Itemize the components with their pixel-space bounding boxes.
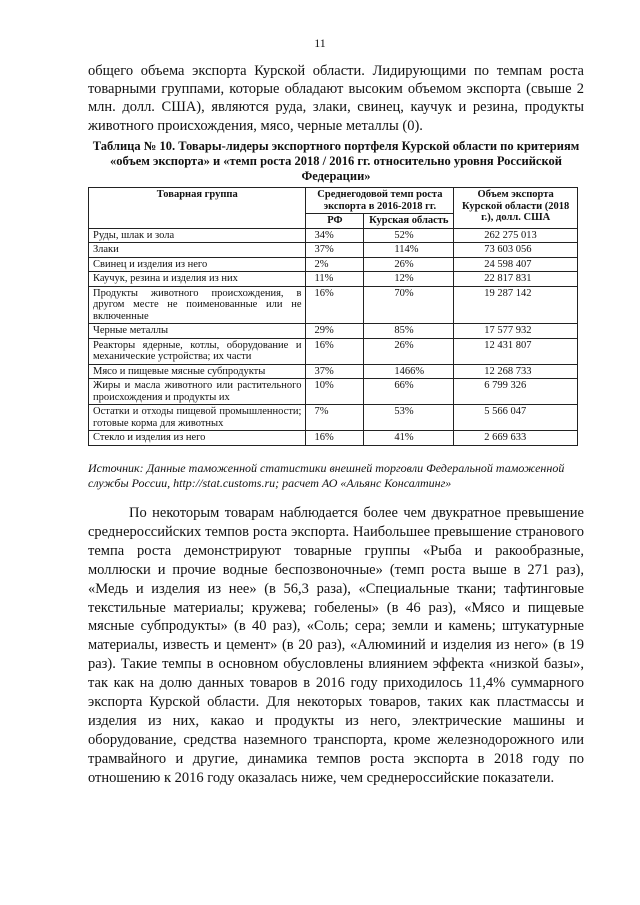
cell-product-group: Жиры и масла животного или растительного происхождения и продукты их bbox=[89, 379, 306, 405]
header-rf: РФ bbox=[306, 214, 364, 229]
table-row bbox=[89, 228, 578, 243]
cell-kursk-growth: 41% bbox=[364, 431, 454, 446]
cell-export-volume: 24 598 407 bbox=[454, 257, 578, 272]
header-kursk: Курская область bbox=[364, 214, 454, 229]
table-row bbox=[89, 286, 578, 324]
cell-product-group: Реакторы ядерные, котлы, оборудование и механические устройства; их части bbox=[89, 338, 306, 364]
cell-export-volume: 5 566 047 bbox=[454, 405, 578, 431]
cell-product-group: Стекло и изделия из него bbox=[89, 431, 306, 446]
cell-kursk-growth: 53% bbox=[364, 405, 454, 431]
cell-product-group: Черные металлы bbox=[89, 324, 306, 339]
cell-export-volume: 6 799 326 bbox=[454, 379, 578, 405]
cell-export-volume: 17 577 932 bbox=[454, 324, 578, 339]
cell-export-volume: 12 431 807 bbox=[454, 338, 578, 364]
table-caption: Таблица № 10. Товары-лидеры экспортного портфеля Курской области по критериям «объем экспорта» и «темп роста 2018 / 2016 гг. относительно уровня Российской Федерации» bbox=[92, 139, 580, 183]
table-body bbox=[89, 228, 578, 445]
table-row bbox=[89, 405, 578, 431]
cell-kursk-growth: 114% bbox=[364, 243, 454, 258]
cell-kursk-growth: 85% bbox=[364, 324, 454, 339]
cell-kursk-growth: 52% bbox=[364, 228, 454, 243]
cell-rf-growth: 37% bbox=[306, 364, 364, 379]
cell-product-group: Злаки bbox=[89, 243, 306, 258]
cell-rf-growth: 29% bbox=[306, 324, 364, 339]
cell-rf-growth: 7% bbox=[306, 405, 364, 431]
cell-kursk-growth: 26% bbox=[364, 338, 454, 364]
cell-product-group: Руды, шлак и зола bbox=[89, 228, 306, 243]
cell-rf-growth: 11% bbox=[306, 272, 364, 287]
cell-product-group: Остатки и отходы пищевой промышленности; готовые корма для животных bbox=[89, 405, 306, 431]
source-note: Источник: Данные таможенной статистики внешней торговли Федеральной таможенной службы России, http://stat.customs.ru; расчет АО «Альянс Консалтинг» bbox=[88, 461, 565, 490]
intro-paragraph bbox=[88, 62, 584, 135]
cell-export-volume: 19 287 142 bbox=[454, 286, 578, 324]
cell-rf-growth: 10% bbox=[306, 379, 364, 405]
cell-kursk-growth: 66% bbox=[364, 379, 454, 405]
intro-paragraph-rest: товарными группами, которые обладают высоким объемом экспорта (свыше 2 млн. долл. США), являются руда, злаки, свинец, каучук и резина, продукты животного происхождения, мясо, черные металлы (0). bbox=[88, 81, 584, 134]
export-leaders-table bbox=[88, 187, 578, 446]
table-row bbox=[89, 379, 578, 405]
table-row bbox=[89, 324, 578, 339]
cell-rf-growth: 34% bbox=[306, 228, 364, 243]
header-product-group: Товарная группа bbox=[89, 188, 306, 229]
cell-product-group: Каучук, резина и изделия из них bbox=[89, 272, 306, 287]
cell-rf-growth: 16% bbox=[306, 286, 364, 324]
table-row bbox=[89, 338, 578, 364]
cell-export-volume: 262 275 013 bbox=[454, 228, 578, 243]
cell-export-volume: 2 669 633 bbox=[454, 431, 578, 446]
header-growth-rate: Среднегодовой темп роста экспорта в 2016-2018 гг. bbox=[306, 188, 454, 214]
cell-rf-growth: 37% bbox=[306, 243, 364, 258]
table-row bbox=[89, 243, 578, 258]
page-number: 11 bbox=[314, 36, 326, 50]
intro-paragraph-first-line: общего объема экспорта Курской области. Лидирующими по темпам роста bbox=[88, 63, 584, 79]
cell-kursk-growth: 70% bbox=[364, 286, 454, 324]
cell-product-group: Мясо и пищевые мясные субпродукты bbox=[89, 364, 306, 379]
table-row bbox=[89, 257, 578, 272]
cell-kursk-growth: 12% bbox=[364, 272, 454, 287]
table-row bbox=[89, 272, 578, 287]
body-paragraph: По некоторым товарам наблюдается более чем двукратное превышение среднероссийских темпов роста экспорта. Наибольшее превышение странового темпа роста демонстрируют товарные группы «Рыба и ракообразные, моллюски и прочие водные беспозвоночные» (темп роста выше в 271 раз), «Медь и изделия из нее» (в 56,3 раза), «Специальные ткани; тафтинговые текстильные материалы; кружева; гобелены» (в 46 раз), «Мясо и пищевые мясные субпродукты» (в 40 раз), «Соль; сера; земли и камень; штукатурные материалы, известь и цемент» (в 20 раз), «Алюминий и изделия из него» (в 19 раз). Такие темпы в основном обусловлены влиянием эффекта «низкой базы», так как на долю данных товаров в 2016 году приходилось 11,4% суммарного экспорта Курской области. Для некоторых товаров, таких как пластмассы и изделия из них, какао и продукты из него, электрические машины и оборудование, средства наземного транспорта, кроме железнодорожного или трамвайного и другие, динамика темпов роста экспорта в 2018 году по отношению к 2016 году оказалась ниже, чем среднероссийские показатели. bbox=[88, 505, 584, 786]
cell-rf-growth: 2% bbox=[306, 257, 364, 272]
cell-kursk-growth: 26% bbox=[364, 257, 454, 272]
cell-export-volume: 12 268 733 bbox=[454, 364, 578, 379]
cell-kursk-growth: 1466% bbox=[364, 364, 454, 379]
cell-product-group: Продукты животного происхождения, в другом месте не поименованные или не включенные bbox=[89, 286, 306, 324]
cell-product-group: Свинец и изделия из него bbox=[89, 257, 306, 272]
header-export-volume: Объем экспорта Курской области (2018 г.), долл. США bbox=[454, 188, 578, 229]
cell-export-volume: 22 817 831 bbox=[454, 272, 578, 287]
cell-export-volume: 73 603 056 bbox=[454, 243, 578, 258]
cell-rf-growth: 16% bbox=[306, 338, 364, 364]
cell-rf-growth: 16% bbox=[306, 431, 364, 446]
table-row bbox=[89, 364, 578, 379]
table-row bbox=[89, 431, 578, 446]
